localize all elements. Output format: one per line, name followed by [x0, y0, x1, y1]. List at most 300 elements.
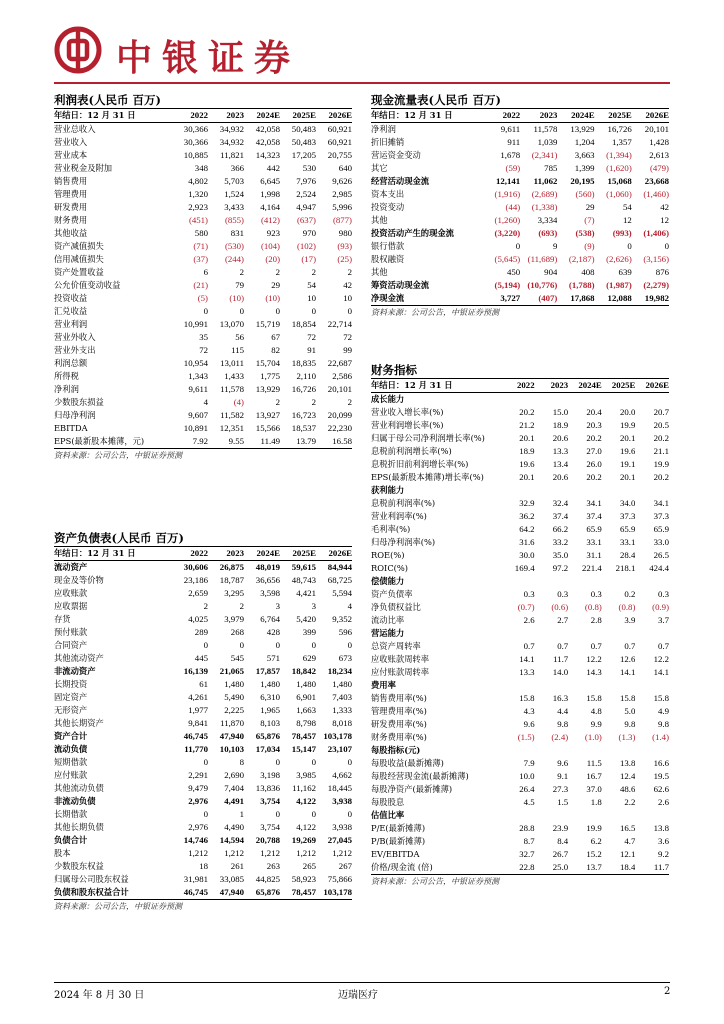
table-header-row	[54, 109, 352, 123]
table-row	[371, 549, 669, 562]
table-cell: (5,194)	[494, 280, 521, 290]
table-cell: 10,891	[183, 423, 208, 433]
table-cell: 9	[552, 241, 558, 251]
row-label: 息税折旧前利润增长率(%)	[371, 459, 469, 469]
table-cell: 0	[275, 757, 280, 767]
table-cell: 3,295	[224, 588, 244, 598]
table-cell: 103,178	[316, 886, 352, 900]
table-cell: 48,019	[255, 562, 280, 572]
table-cell: 0	[515, 241, 521, 251]
table-cell: 2	[239, 267, 244, 277]
row-label: 固定资产	[54, 692, 88, 702]
table-row	[54, 652, 352, 665]
table-cell: 19,269	[291, 835, 316, 845]
table-cell: 20.7	[653, 407, 669, 417]
table-cell: 20.0	[619, 407, 636, 417]
table-cell: 1.5	[557, 797, 569, 807]
table-cell: 11,062	[533, 176, 558, 186]
table-cell: 2,613	[649, 150, 669, 160]
table-cell: 14.1	[519, 654, 535, 664]
table-cell: 37.0	[586, 784, 602, 794]
row-label: 信用减值损失	[54, 254, 104, 264]
table-cell: 33.1	[586, 537, 602, 547]
table-row	[54, 626, 352, 639]
table-cell: 29	[585, 202, 595, 212]
row-label: 应付账款	[54, 770, 88, 780]
row-label: 流动负债	[54, 744, 88, 754]
table-cell: 3,938	[332, 822, 352, 832]
year-column-header: 2024E	[244, 109, 280, 123]
table-cell: 37.3	[653, 511, 669, 521]
year-end-label: 年结日：12 月 31 日	[371, 379, 501, 393]
table-row	[54, 665, 352, 678]
table-cell: 0.3	[590, 589, 602, 599]
table-row	[54, 201, 352, 214]
company-name: 迈瑞医疗	[338, 990, 378, 1001]
row-label: 股本	[54, 848, 71, 858]
table-cell: 442	[266, 163, 280, 173]
table-cell: 12.6	[619, 654, 636, 664]
table-cell: 0	[347, 640, 352, 650]
table-cell: 0	[311, 306, 316, 316]
table-cell: 1,678	[500, 150, 521, 160]
table-cell: 571	[266, 653, 280, 663]
table-cell: 0	[203, 757, 208, 767]
table-cell	[635, 575, 669, 588]
table-cell: 1,480	[260, 679, 280, 689]
table-cell: (20)	[265, 254, 280, 264]
row-label: 投资活动产生的现金流	[371, 228, 454, 238]
table-cell: 20.2	[653, 433, 669, 443]
table-cell: 7.9	[523, 758, 535, 768]
table-cell: 785	[544, 163, 558, 173]
row-label: 其他	[371, 267, 388, 277]
table-cell: 399	[302, 627, 316, 637]
row-label: 财务费用	[54, 215, 88, 225]
row-label: 应收票据	[54, 601, 88, 611]
section-heading: 营运能力	[371, 628, 405, 638]
table-cell: 16,726	[607, 124, 632, 134]
table-cell: (0.8)	[584, 602, 602, 612]
table-row	[371, 149, 669, 162]
table-row	[371, 718, 669, 731]
table-cell: 1	[239, 809, 244, 819]
table-row	[54, 587, 352, 600]
table-cell: 14.0	[552, 667, 569, 677]
table-cell: 10,991	[183, 319, 208, 329]
table-cell: 46,745	[172, 886, 208, 900]
table-row	[54, 782, 352, 795]
table-row	[54, 756, 352, 769]
table-cell: 265	[302, 861, 316, 871]
table-cell: 33,085	[219, 874, 244, 884]
row-label: 营业总收入	[54, 124, 96, 134]
table-cell: 16,726	[291, 384, 316, 394]
row-label: 毛利率(%)	[371, 524, 411, 534]
table-cell: (560)	[575, 189, 595, 199]
table-row	[371, 744, 669, 757]
table-cell	[602, 575, 636, 588]
table-cell: (0.6)	[551, 602, 569, 612]
row-label: 研发费用	[54, 202, 88, 212]
table-cell: 12.1	[619, 849, 636, 859]
table-cell: 17,205	[291, 150, 316, 160]
table-cell: 10	[343, 293, 352, 303]
table-cell: 65.9	[619, 524, 636, 534]
table-cell: 0	[311, 757, 316, 767]
table-cell: (451)	[188, 215, 208, 225]
row-label: 资产处置收益	[54, 267, 104, 277]
balance-sheet-table	[54, 547, 352, 900]
table-cell: 60,921	[327, 137, 352, 147]
table-cell: 13.8	[653, 823, 669, 833]
table-cell: 20.1	[519, 433, 535, 443]
cashflow-source-note: 资料来源：公司公告，中银证券预测	[371, 308, 499, 317]
table-cell: 16.6	[653, 758, 669, 768]
table-cell: (9)	[584, 241, 595, 251]
table-cell: 0	[347, 809, 352, 819]
table-row	[54, 292, 352, 305]
row-label: 短期借款	[54, 757, 88, 767]
financial-ratios-table	[371, 379, 669, 875]
table-cell: 1,480	[332, 679, 352, 689]
table-row	[54, 162, 352, 175]
row-label: 非流动资产	[54, 666, 96, 676]
table-cell: 911	[507, 137, 521, 147]
table-cell: 15.8	[619, 693, 636, 703]
table-cell: 3,433	[224, 202, 244, 212]
table-cell: 59,615	[291, 562, 316, 572]
table-cell: 17,034	[255, 744, 280, 754]
table-cell	[501, 679, 535, 692]
table-row	[54, 227, 352, 240]
income-statement-title: 利润表(人民币 百万)	[54, 92, 352, 109]
row-label: 应付账款周转率	[371, 667, 430, 677]
table-cell: 8,103	[260, 718, 280, 728]
table-cell: 1,433	[224, 371, 244, 381]
table-cell: 267	[338, 861, 352, 871]
table-cell: 0	[275, 640, 280, 650]
table-row	[54, 305, 352, 318]
table-cell: 6	[203, 267, 208, 277]
table-cell: (2,626)	[606, 254, 632, 264]
financial-ratios-title: 财务指标	[371, 362, 669, 379]
row-label: 资产负债率	[371, 589, 413, 599]
table-cell: (1.5)	[517, 732, 535, 742]
row-label: 销售费用	[54, 176, 88, 186]
table-cell: 72	[343, 332, 352, 342]
table-row	[54, 574, 352, 587]
table-cell: 10	[307, 293, 316, 303]
table-cell: (104)	[260, 241, 280, 251]
table-cell: 19.9	[653, 459, 669, 469]
table-row	[371, 588, 669, 601]
table-cell: 1,333	[332, 705, 352, 715]
table-cell: 2	[347, 267, 352, 277]
row-label: 预付账款	[54, 627, 88, 637]
table-cell: (2.4)	[551, 732, 569, 742]
table-cell: 3,985	[296, 770, 316, 780]
row-label: 现金及等价物	[54, 575, 104, 585]
row-label: P/B(最新摊薄)	[371, 836, 426, 846]
table-row	[54, 730, 352, 743]
table-cell	[568, 679, 602, 692]
table-cell	[535, 484, 569, 497]
table-cell: 2	[203, 601, 208, 611]
table-cell: (244)	[224, 254, 244, 264]
table-cell: 0.7	[590, 641, 602, 651]
table-cell: 218.1	[615, 563, 636, 573]
table-cell: 65.9	[586, 524, 602, 534]
table-cell: 0	[239, 640, 244, 650]
table-cell: 14.1	[653, 667, 669, 677]
table-row	[371, 692, 669, 705]
table-cell: 27.3	[552, 784, 569, 794]
table-cell: 4,421	[296, 588, 316, 598]
table-cell: 1,998	[260, 189, 280, 199]
table-header-row	[54, 547, 352, 561]
table-cell: 21.1	[653, 446, 669, 456]
table-row	[54, 331, 352, 344]
table-cell: (2,279)	[643, 280, 669, 290]
table-cell	[535, 744, 569, 757]
table-cell: 9.6	[523, 719, 535, 729]
table-cell: 2,291	[188, 770, 208, 780]
report-date: 2024 年 8 月 30 日	[54, 990, 145, 1001]
year-column-header: 2026E	[635, 379, 669, 393]
table-cell: 65,876	[244, 886, 280, 900]
table-cell: 445	[194, 653, 208, 663]
table-cell: 0.7	[624, 641, 636, 651]
table-cell: 19.6	[619, 446, 636, 456]
table-cell: (44)	[505, 202, 521, 212]
table-cell: 970	[302, 228, 316, 238]
table-cell: (855)	[224, 215, 244, 225]
row-label: 财务费用率(%)	[371, 732, 427, 742]
table-cell: 15.8	[519, 693, 535, 703]
section-heading: 每股指标(元)	[371, 745, 421, 755]
table-cell: 5,490	[224, 692, 244, 702]
table-cell: 62.6	[653, 784, 669, 794]
table-cell: 29	[271, 280, 280, 290]
table-cell: 428	[266, 627, 280, 637]
table-cell: 9.2	[658, 849, 669, 859]
table-cell: 904	[544, 267, 558, 277]
table-cell: 10,954	[183, 358, 208, 368]
table-cell: 16.58	[316, 435, 352, 449]
table-cell: 13,929	[570, 124, 595, 134]
table-cell: 14,746	[183, 835, 208, 845]
table-cell: 1,212	[188, 848, 208, 858]
row-label: EV/EBITDA	[371, 849, 420, 859]
table-cell: 34.0	[619, 498, 636, 508]
table-cell	[501, 627, 535, 640]
table-cell	[535, 627, 569, 640]
table-row	[371, 419, 669, 432]
row-label: 每股股息	[371, 797, 405, 807]
table-cell: (1,916)	[494, 189, 521, 199]
table-row	[371, 393, 669, 407]
header-divider	[54, 82, 670, 84]
table-cell: (102)	[296, 241, 316, 251]
table-cell: 32.7	[519, 849, 535, 859]
table-cell: 7,976	[296, 176, 316, 186]
table-cell: 42,058	[255, 124, 280, 134]
table-cell	[568, 809, 602, 822]
table-cell: 9.8	[557, 719, 569, 729]
table-cell: 82	[271, 345, 280, 355]
table-cell	[635, 484, 669, 497]
table-row	[371, 640, 669, 653]
table-cell: 450	[506, 267, 521, 277]
row-label: 其他流动负债	[54, 783, 104, 793]
row-label: EBITDA	[54, 423, 88, 433]
table-cell: 12,141	[495, 176, 521, 186]
table-cell: 20,755	[327, 150, 352, 160]
table-cell: (21)	[193, 280, 208, 290]
table-cell: 36.2	[519, 511, 535, 521]
table-cell: (10)	[229, 293, 244, 303]
table-cell: 9.1	[557, 771, 569, 781]
table-cell: 1.8	[590, 797, 602, 807]
balance-source-note: 资料来源：公司公告，中银证券预测	[54, 902, 182, 911]
table-row	[54, 149, 352, 162]
footer-divider	[54, 982, 670, 983]
table-cell: 27.0	[586, 446, 602, 456]
table-cell: 42,058	[255, 137, 280, 147]
table-cell: 3,198	[260, 770, 280, 780]
table-row	[371, 757, 669, 770]
row-label: 营业外支出	[54, 345, 96, 355]
table-cell: 596	[338, 627, 352, 637]
table-cell: 980	[338, 228, 352, 238]
table-cell: 2,985	[332, 189, 352, 199]
table-cell	[635, 809, 669, 822]
row-label: 资产减值损失	[54, 241, 104, 251]
row-label: P/E(最新摊薄)	[371, 823, 426, 833]
table-cell: 20,099	[327, 410, 352, 420]
table-cell: 408	[581, 267, 595, 277]
table-cell	[501, 809, 535, 822]
table-cell: 8	[239, 757, 244, 767]
table-cell: 4,662	[332, 770, 352, 780]
table-row	[54, 743, 352, 756]
table-cell: 22.8	[501, 861, 535, 875]
row-label: 少数股东损益	[54, 397, 104, 407]
table-cell: 9.55	[208, 435, 244, 449]
row-label: 长期借款	[54, 809, 88, 819]
table-cell: 0	[203, 306, 208, 316]
table-cell: 11.7	[635, 861, 669, 875]
table-cell: (37)	[193, 254, 208, 264]
table-cell: 18.9	[552, 420, 569, 430]
table-cell: 876	[655, 267, 669, 277]
row-label: 息税前利润增长率(%)	[371, 446, 452, 456]
year-column-header: 2025E	[280, 109, 316, 123]
row-label: 投资变动	[371, 202, 405, 212]
table-cell: 4.5	[523, 797, 535, 807]
table-cell: 35	[199, 332, 208, 342]
table-row	[371, 575, 669, 588]
table-cell: 1,663	[296, 705, 316, 715]
table-cell: 4,491	[224, 796, 244, 806]
table-cell: 30,366	[183, 124, 208, 134]
table-cell: 673	[338, 653, 352, 663]
table-cell: (538)	[575, 228, 595, 238]
table-cell: 8.4	[557, 836, 569, 846]
table-cell: 348	[194, 163, 208, 173]
table-cell: 2,586	[332, 371, 352, 381]
row-label: 归母净利润率(%)	[371, 537, 436, 547]
ratios-source-note: 资料来源：公司公告，中银证券预测	[371, 877, 499, 886]
row-label: 所得税	[54, 371, 79, 381]
table-cell: 0.3	[523, 589, 535, 599]
table-cell: 30,366	[183, 137, 208, 147]
table-cell: 7,403	[332, 692, 352, 702]
table-row	[371, 848, 669, 861]
brand-name: 中银证券	[116, 37, 301, 79]
table-row	[54, 769, 352, 782]
table-cell: 33.0	[653, 537, 669, 547]
table-cell: 15,719	[255, 319, 280, 329]
table-row	[371, 406, 669, 419]
year-column-header: 2023	[520, 109, 557, 123]
table-cell: 20.2	[586, 472, 602, 482]
table-cell: 61	[199, 679, 208, 689]
table-cell: 4,122	[296, 822, 316, 832]
table-cell: 221.4	[581, 563, 602, 573]
table-cell: 15.8	[586, 693, 602, 703]
table-cell: 639	[618, 267, 632, 277]
table-cell: 18.4	[602, 861, 636, 875]
table-cell: 10,885	[183, 150, 208, 160]
table-cell: 3,334	[537, 215, 558, 225]
table-cell: 20,195	[570, 176, 595, 186]
table-cell: 37.4	[586, 511, 602, 521]
table-cell: (1,260)	[494, 215, 521, 225]
table-cell: 75,866	[327, 874, 352, 884]
year-column-header: 2025E	[602, 379, 636, 393]
table-cell: 56	[235, 332, 244, 342]
income-statement-section	[54, 92, 352, 463]
row-label: 应收账款	[54, 588, 88, 598]
table-row	[371, 796, 669, 809]
table-cell: 18,787	[219, 575, 244, 585]
table-cell: 58,923	[291, 874, 316, 884]
table-cell: 4,025	[188, 614, 208, 624]
table-cell: 6,645	[260, 176, 280, 186]
table-header-row	[371, 109, 669, 123]
table-cell: 12.4	[619, 771, 636, 781]
table-cell: 5,996	[332, 202, 352, 212]
table-row	[371, 458, 669, 471]
table-cell: 31.6	[519, 537, 535, 547]
table-cell: 78,457	[280, 886, 316, 900]
table-cell: 26.7	[552, 849, 569, 859]
table-row	[371, 201, 669, 214]
table-cell: 1,212	[224, 848, 244, 858]
table-cell: 16.7	[586, 771, 602, 781]
row-label: 汇兑收益	[54, 306, 88, 316]
table-cell: 42	[343, 280, 352, 290]
table-cell: (7)	[584, 215, 595, 225]
row-label: 其他长期负债	[54, 822, 104, 832]
year-column-header: 2022	[172, 109, 208, 123]
table-cell: 78,457	[291, 731, 316, 741]
year-column-header: 2026E	[632, 109, 669, 123]
table-cell: 2,976	[188, 796, 208, 806]
table-cell: (10)	[265, 293, 280, 303]
